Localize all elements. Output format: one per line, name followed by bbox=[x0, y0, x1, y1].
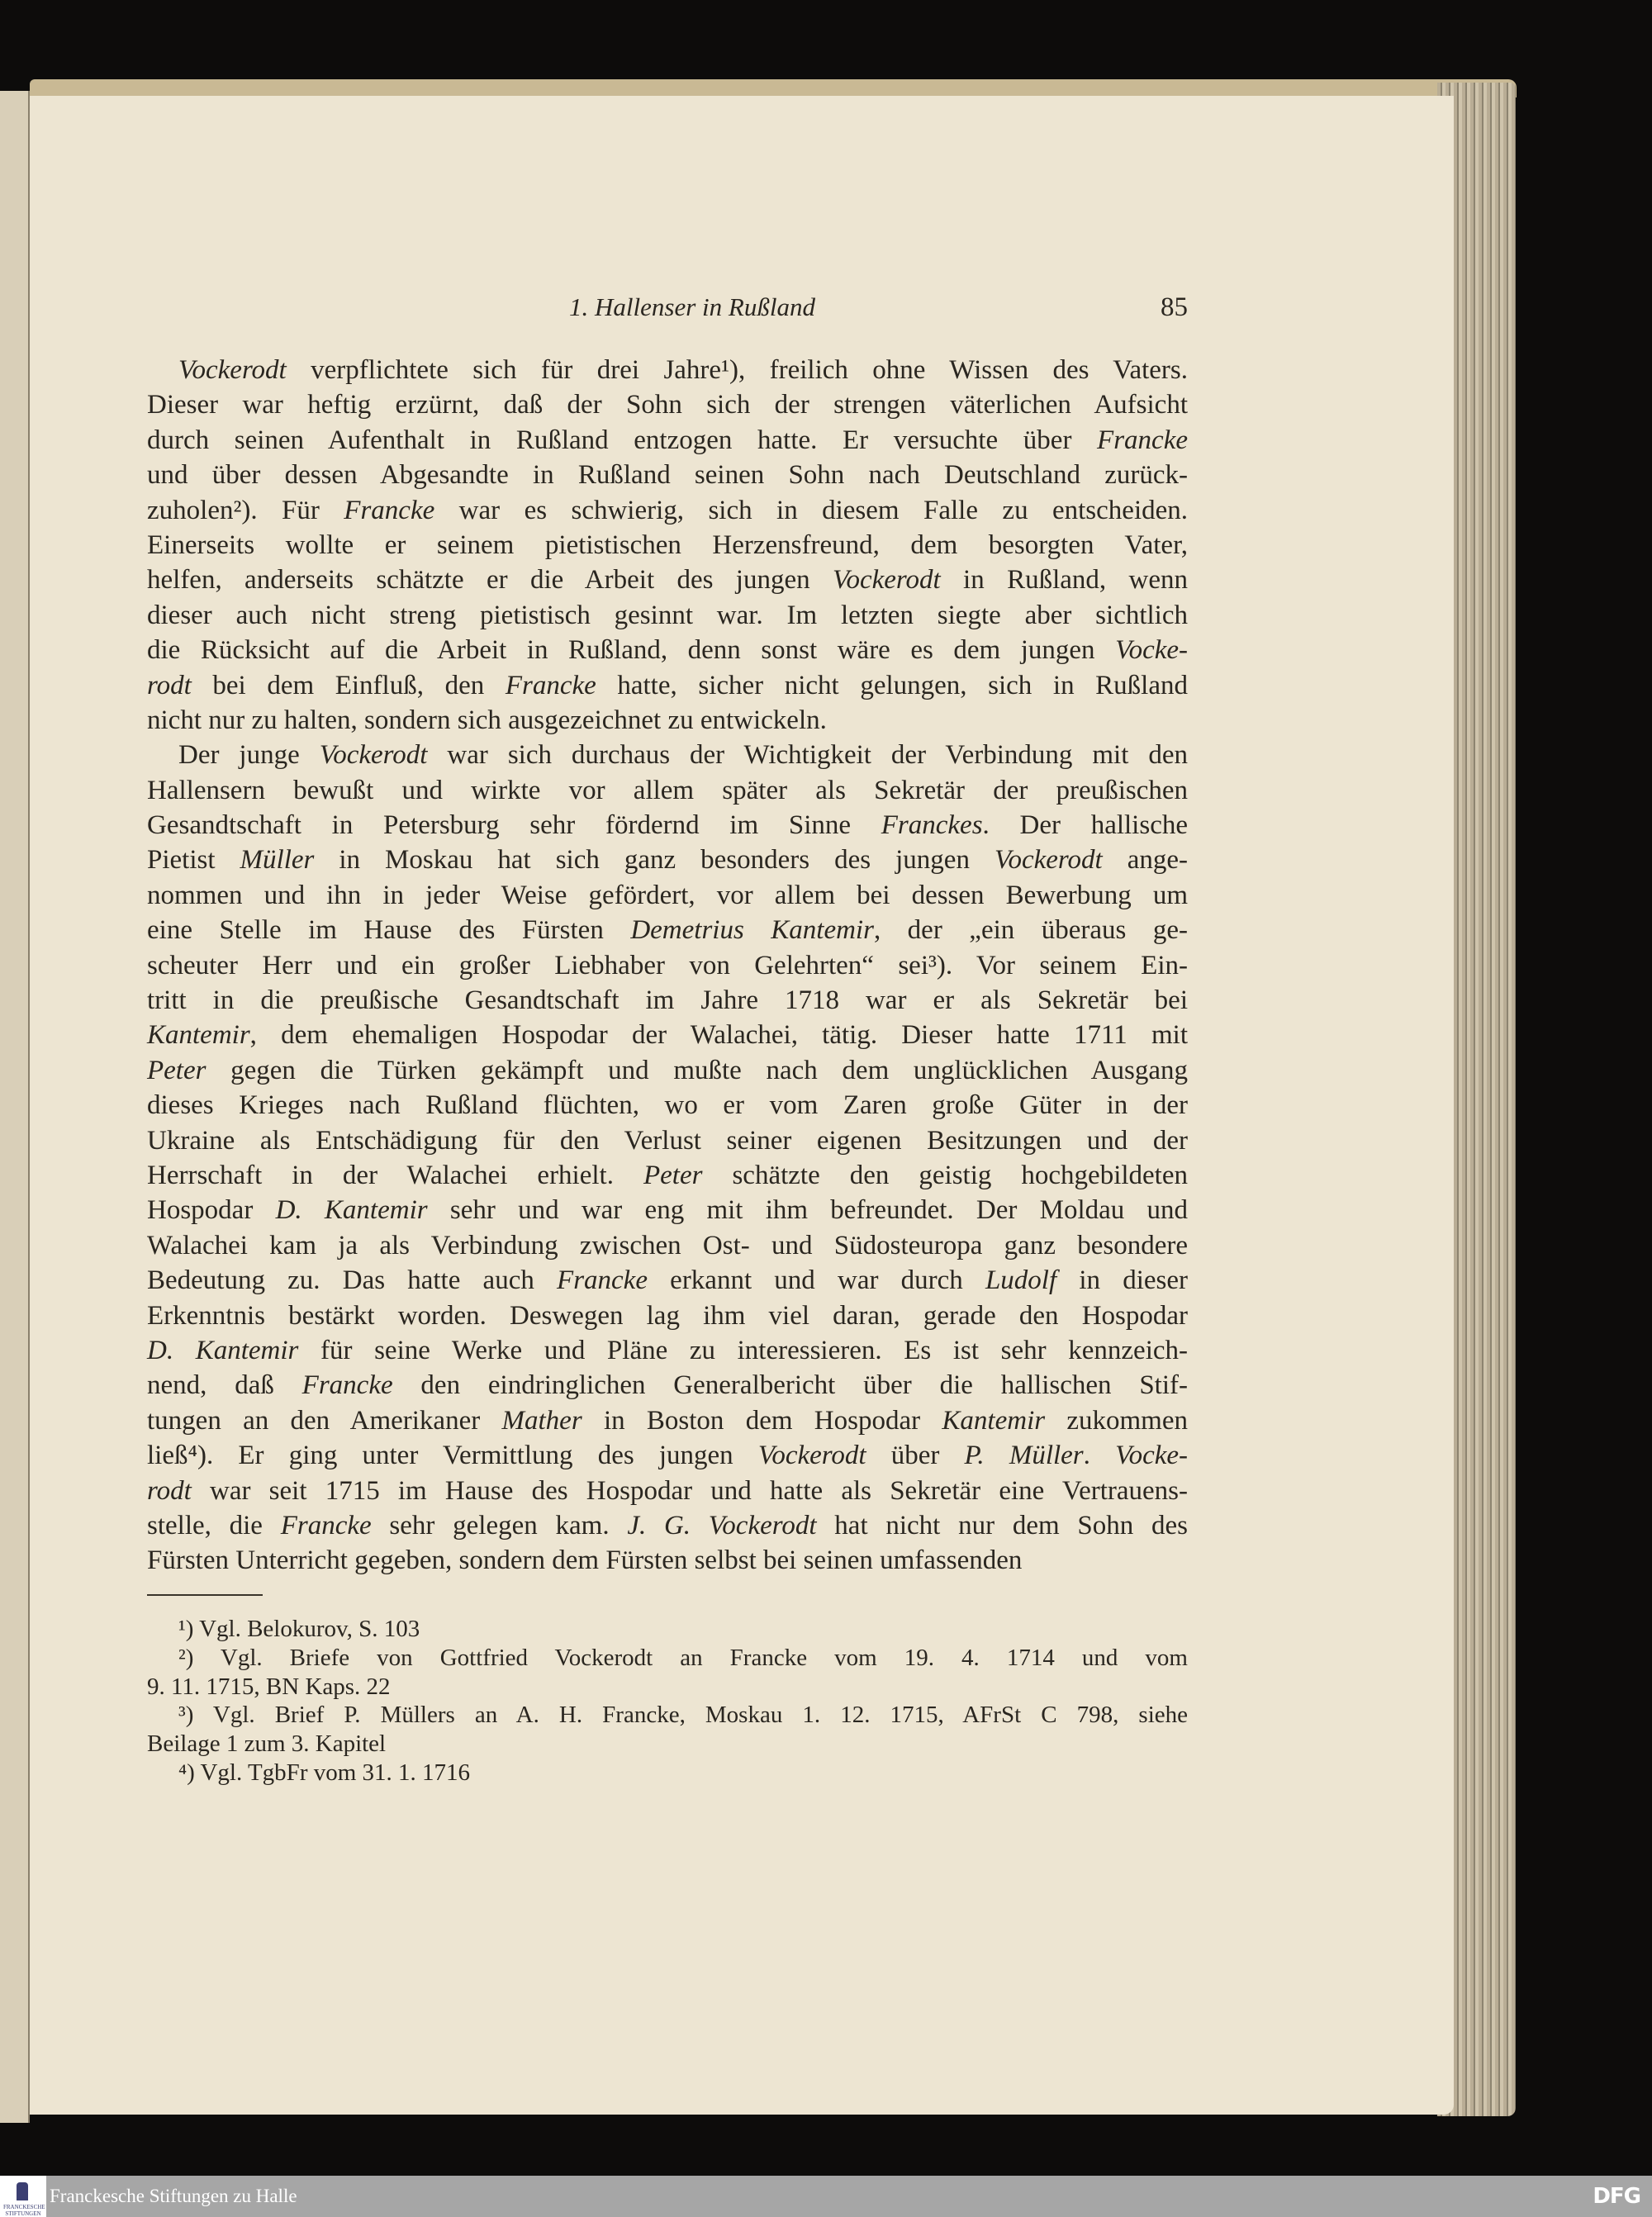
text-run: Ukraine als Entschädigung für den Verlust seiner eigenen Besitzungen und der bbox=[147, 1125, 1188, 1156]
logo-figure-icon bbox=[17, 2182, 28, 2200]
italic-name: P. Müller bbox=[964, 1441, 1084, 1471]
footnote-line: 9. 11. 1715, BN Kaps. 22 bbox=[147, 1673, 391, 1700]
text-line bbox=[147, 738, 1188, 772]
text-run: Einerseits wollte er seinem pietistischen Herzensfreund, dem besorgten Vater, bbox=[147, 529, 1188, 560]
text-line bbox=[147, 493, 1188, 528]
text-run: tritt in die preußische Gesandtschaft im Jahre 1718 war er als Sekretär bei bbox=[147, 985, 1188, 1016]
text-line bbox=[147, 1123, 1188, 1158]
running-title: 1. Hallenser in Rußland bbox=[569, 292, 815, 321]
paragraph bbox=[147, 353, 1188, 738]
text-line bbox=[147, 1508, 1188, 1543]
text-run: ließ⁴). Er ging unter Vermittlung des jungen bbox=[147, 1441, 758, 1471]
text-run: stelle, die bbox=[147, 1510, 281, 1541]
italic-name: Franckes bbox=[881, 810, 983, 841]
text-line bbox=[147, 1403, 1188, 1438]
text-run: helfen, anderseits schätzte er die Arbeit des jungen bbox=[147, 565, 833, 596]
text-run: nend, daß bbox=[147, 1370, 302, 1401]
text-run: gegen die Türken gekämpft und mußte nach dem unglücklichen Ausgang bbox=[206, 1055, 1188, 1085]
text-line bbox=[147, 1158, 1188, 1193]
text-run: Walachei kam ja als Verbindung zwischen Ost- und Südosteuropa ganz besondere bbox=[147, 1230, 1188, 1260]
italic-name: Peter bbox=[147, 1055, 206, 1085]
italic-name: Vocke- bbox=[1115, 635, 1188, 666]
text-run: und über dessen Abgesandte in Rußland seinen Sohn nach Deutschland zurück- bbox=[147, 460, 1188, 491]
text-line bbox=[147, 843, 1188, 877]
text-line bbox=[147, 387, 1188, 422]
text-run: sehr und war eng mit ihm befreundet. Der Moldau und bbox=[427, 1195, 1189, 1226]
text-run: nommen und ihn in jeder Weise gefördert, vor allem bei dessen Bewerbung um bbox=[147, 880, 1188, 910]
text-line bbox=[147, 1333, 1188, 1368]
text-run: bei dem Einfluß, den bbox=[191, 670, 506, 700]
text-run: in dieser bbox=[1056, 1265, 1188, 1296]
text-run: Erkenntnis bestärkt worden. Deswegen lag ihm viel daran, gerade den Hospodar bbox=[147, 1300, 1188, 1331]
italic-name: Kantemir bbox=[942, 1405, 1046, 1436]
text-line bbox=[147, 458, 1188, 492]
text-line bbox=[147, 1088, 1188, 1123]
text-line bbox=[147, 423, 1188, 458]
italic-name: Francke bbox=[557, 1265, 648, 1296]
text-run: , dem ehemaligen Hospodar der Walachei, tätig. Dieser hatte 1711 mit bbox=[249, 1020, 1188, 1051]
text-line bbox=[147, 353, 1188, 387]
text-line bbox=[147, 668, 1188, 703]
text-run: durch seinen Aufenthalt in Rußland entzogen hatte. Er versuchte über bbox=[147, 425, 1098, 455]
text-run: . Der hallische bbox=[982, 810, 1188, 841]
text-run: tungen an den Amerikaner bbox=[147, 1405, 502, 1436]
text-line bbox=[147, 948, 1188, 983]
institution-name[interactable]: Franckesche Stiftungen zu Halle bbox=[50, 2186, 297, 2206]
italic-name: Kantemir bbox=[147, 1020, 250, 1051]
text-run: in Rußland, wenn bbox=[940, 565, 1188, 596]
text-run: in Moskau hat sich ganz besonders des jungen bbox=[314, 845, 995, 876]
page-header bbox=[147, 292, 1188, 325]
page-number: 85 bbox=[1161, 292, 1188, 322]
text-line bbox=[147, 808, 1188, 843]
italic-name: Vockerodt bbox=[319, 740, 428, 771]
italic-name: Francke bbox=[280, 1510, 372, 1541]
text-line bbox=[147, 1228, 1188, 1263]
text-line bbox=[147, 1543, 1188, 1578]
italic-name: rodt bbox=[147, 1475, 192, 1506]
italic-name: Francke bbox=[505, 670, 596, 700]
text-run: ange- bbox=[1102, 845, 1188, 876]
text-line bbox=[147, 1438, 1188, 1473]
text-run: in Boston dem Hospodar bbox=[582, 1405, 942, 1436]
italic-name: Müller bbox=[240, 845, 315, 876]
text-run: . bbox=[1083, 1441, 1116, 1471]
footnote-line: ²) Vgl. Briefe von Gottfried Vockerodt an Francke vom 19. 4. 1714 und vom bbox=[178, 1644, 1188, 1671]
text-run: Pietist bbox=[147, 845, 240, 876]
text-run: verpflichtete sich für drei Jahre¹), freilich ohne Wissen des Vaters. bbox=[286, 355, 1188, 385]
text-line bbox=[147, 913, 1188, 947]
text-run: hat nicht nur dem Sohn des bbox=[816, 1510, 1188, 1541]
text-run: nicht nur zu halten, sondern sich ausgezeichnet zu entwickeln. bbox=[147, 705, 827, 735]
text-line bbox=[147, 563, 1188, 597]
franckesche-stiftungen-logo[interactable] bbox=[0, 2176, 46, 2217]
text-run: dieses Krieges nach Rußland flüchten, wo er vom Zaren große Güter in der bbox=[147, 1090, 1188, 1121]
facing-page-edge bbox=[0, 91, 30, 2123]
text-run: Gesandtschaft in Petersburg sehr fördernd im Sinne bbox=[147, 810, 881, 841]
viewer-footer-bar bbox=[0, 2176, 1652, 2217]
dfg-logo[interactable]: DFG bbox=[1593, 2184, 1640, 2209]
text-line bbox=[147, 703, 1188, 738]
italic-name: Ludolf bbox=[985, 1265, 1057, 1296]
text-run: zukommen bbox=[1045, 1405, 1188, 1436]
text-line bbox=[147, 598, 1188, 633]
italic-name: Vockerodt bbox=[832, 565, 941, 596]
text-run: für seine Werke und Pläne zu interessieren. Es ist sehr kennzeich- bbox=[298, 1335, 1188, 1365]
text-run: Fürsten Unterricht gegeben, sondern dem Fürsten selbst bei seinen umfassenden bbox=[147, 1545, 1023, 1576]
italic-name: Vockerodt bbox=[994, 845, 1103, 876]
text-line bbox=[147, 1368, 1188, 1403]
text-run: Hospodar bbox=[147, 1195, 276, 1226]
text-run: Bedeutung zu. Das hatte auch bbox=[147, 1265, 558, 1296]
footnote-line: ⁴) Vgl. TgbFr vom 31. 1. 1716 bbox=[178, 1759, 471, 1786]
text-run: Dieser war heftig erzürnt, daß der Sohn sich der strengen väterlichen Aufsicht bbox=[147, 390, 1188, 420]
text-run: Der junge bbox=[178, 740, 320, 771]
logo-caption: FRANCKESCHE STIFTUNGEN bbox=[3, 2204, 45, 2217]
italic-name: Demetrius Kantemir bbox=[630, 915, 874, 946]
text-run: war es schwierig, sich in diesem Falle zu entscheiden. bbox=[434, 495, 1189, 525]
text-line bbox=[147, 1298, 1188, 1333]
italic-name: Francke bbox=[1097, 425, 1188, 455]
italic-name: Vockerodt bbox=[757, 1441, 866, 1471]
text-line bbox=[147, 983, 1188, 1018]
text-line bbox=[147, 1263, 1188, 1298]
footnote-line: ³) Vgl. Brief P. Müllers an A. H. Francke, Moskau 1. 12. 1715, AFrSt C 798, siehe bbox=[178, 1702, 1188, 1729]
text-run: scheuter Herr und ein großer Liebhaber von Gelehrten“ sei³). Vor seinem Ein- bbox=[147, 950, 1188, 980]
text-run: über bbox=[866, 1441, 965, 1471]
book-binding-edge bbox=[30, 79, 1517, 97]
text-line bbox=[147, 773, 1188, 808]
text-run: die Rücksicht auf die Arbeit in Rußland, denn sonst wäre es dem jungen bbox=[147, 635, 1116, 666]
text-run: schätzte den geistig hochgebildeten bbox=[702, 1160, 1188, 1190]
italic-name: J. G. Vockerodt bbox=[627, 1510, 817, 1541]
text-run: sehr gelegen kam. bbox=[371, 1510, 628, 1541]
italic-name: Vocke- bbox=[1115, 1441, 1189, 1471]
italic-name: D. Kantemir bbox=[275, 1195, 428, 1226]
footnotes bbox=[147, 1615, 1188, 1787]
text-run: eine Stelle im Hause des Fürsten bbox=[147, 915, 631, 946]
text-line bbox=[147, 1018, 1188, 1052]
paragraph bbox=[147, 738, 1188, 1578]
italic-name: Vockerodt bbox=[178, 355, 287, 385]
text-run: war seit 1715 im Hause des Hospodar und hatte als Sekretär eine Vertrauens- bbox=[191, 1475, 1188, 1506]
italic-name: Francke bbox=[301, 1370, 393, 1401]
footnote-line: ¹) Vgl. Belokurov, S. 103 bbox=[178, 1616, 420, 1642]
text-line bbox=[147, 878, 1188, 913]
italic-name: Peter bbox=[643, 1160, 703, 1190]
text-line bbox=[147, 1474, 1188, 1508]
text-run: dieser auch nicht streng pietistisch gesinnt war. Im letzten siegte aber sichtlich bbox=[147, 600, 1188, 630]
text-run: zuholen²). Für bbox=[147, 495, 344, 525]
italic-name: D. Kantemir bbox=[147, 1335, 299, 1365]
body-text bbox=[147, 353, 1188, 1578]
text-run: Hallensern bewußt und wirkte vor allem später als Sekretär der preußischen bbox=[147, 775, 1188, 805]
text-run: Herrschaft in der Walachei erhielt. bbox=[147, 1160, 643, 1190]
text-line bbox=[147, 1193, 1188, 1227]
text-run: hatte, sicher nicht gelungen, sich in Rußland bbox=[596, 670, 1188, 700]
text-run: den eindringlichen Generalbericht über die hallischen Stif- bbox=[392, 1370, 1188, 1401]
text-line bbox=[147, 1053, 1188, 1088]
text-line bbox=[147, 528, 1188, 563]
italic-name: Mather bbox=[501, 1405, 582, 1436]
footnote-line: Beilage 1 zum 3. Kapitel bbox=[147, 1730, 387, 1758]
text-line bbox=[147, 633, 1188, 667]
italic-name: Francke bbox=[344, 495, 435, 525]
italic-name: rodt bbox=[147, 670, 192, 700]
text-run: erkannt und war durch bbox=[647, 1265, 985, 1296]
text-run: war sich durchaus der Wichtigkeit der Verbindung mit den bbox=[427, 740, 1188, 771]
text-run: , der „ein überaus ge- bbox=[873, 915, 1188, 946]
footnote-divider bbox=[147, 1594, 263, 1596]
